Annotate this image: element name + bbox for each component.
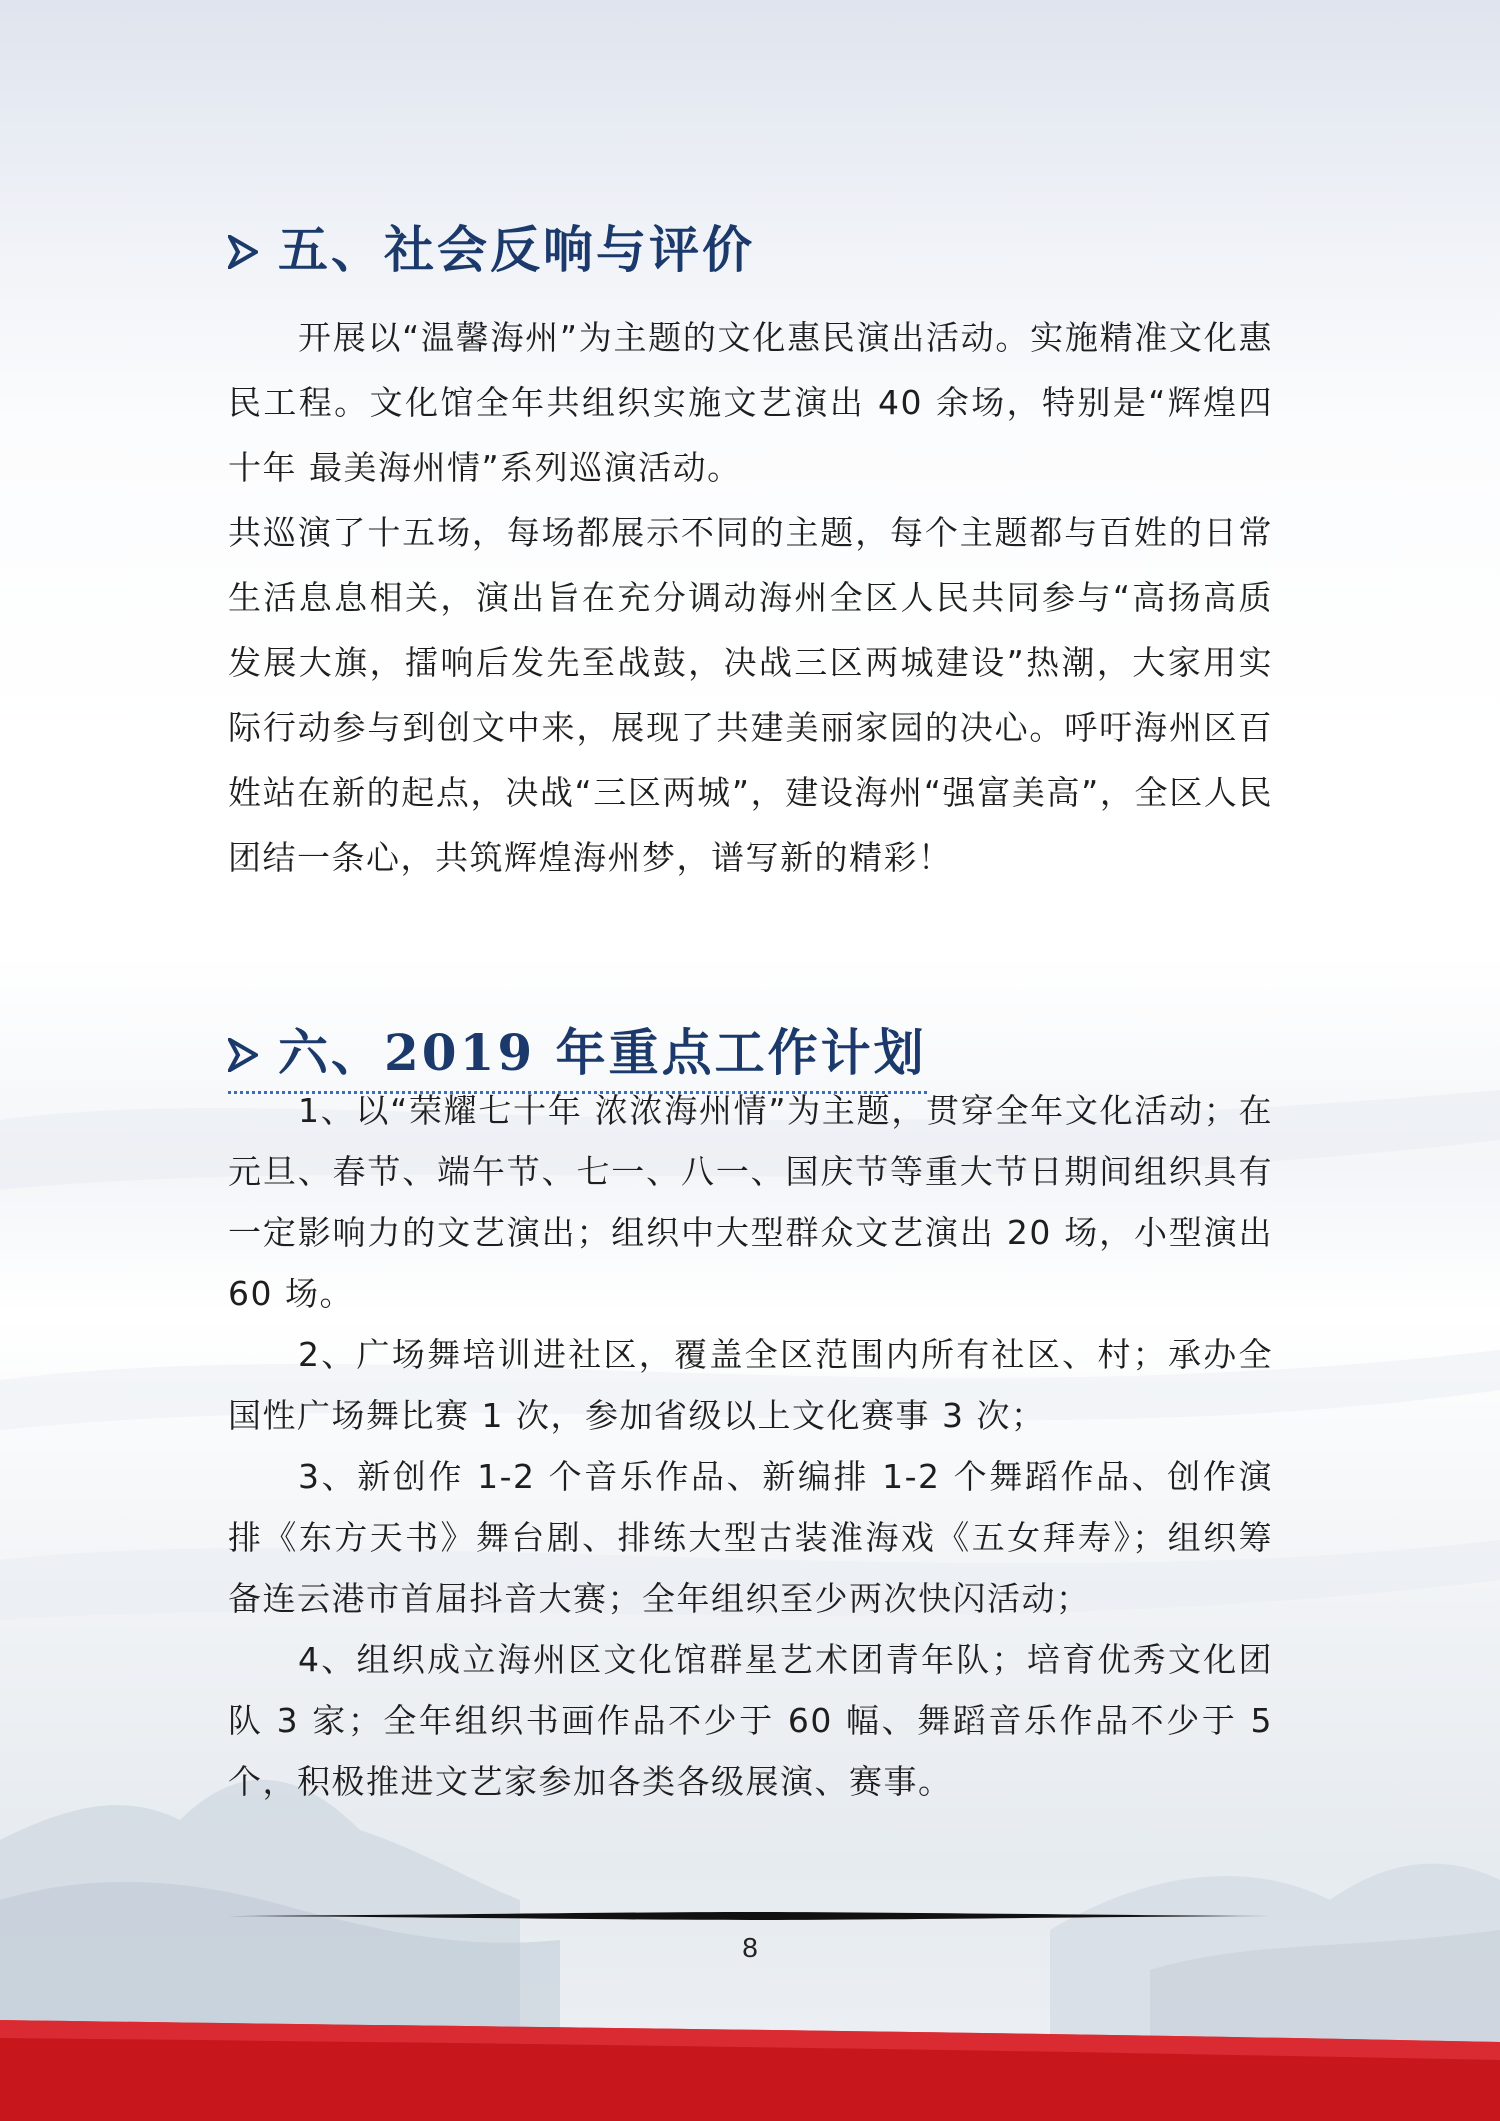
section-5-heading: [228, 210, 755, 282]
section-5-title: 五、社会反响与评价: [278, 220, 755, 279]
section-5-paragraph-1: 开展以“温馨海州”为主题的文化惠民演出活动。实施精准文化惠民工程。文化馆全年共组织实施文艺演出 40 余场，特别是“辉煌四十年 最美海州情”系列巡演活动。: [228, 318, 1273, 487]
plan-item-4: 4、组织成立海州区文化馆群星艺术团青年队；培育优秀文化团队 3 家；全年组织书画作品不少于 60 幅、舞蹈音乐作品不少于 5 个，积极推进文艺家参加各类各级展演、赛事。: [228, 1640, 1273, 1801]
section-5-paragraph-2: 共巡演了十五场，每场都展示不同的主题，每个主题都与百姓的日常生活息息相关，演出旨在充分调动海州全区人民共同参与“高扬高质发展大旗，擂响后发先至战鼓，决战三区两城建设”热潮，大家用实际行动参与到创文中来，展现了共建美丽家园的决心。呼吁海州区百姓站在新的起点，决战“三区两城”，建设海州“强富美高”，全区人民团结一条心，共筑辉煌海州梦，谱写新的精彩！: [228, 513, 1273, 877]
plan-item-3: 3、新创作 1-2 个音乐作品、新编排 1-2 个舞蹈作品、创作演排《东方天书》舞台剧、排练大型古装淮海戏《五女拜寿》；组织筹备连云港市首届抖音大赛；全年组织至少两次快闪活动；: [228, 1457, 1273, 1618]
arrow-bullet-icon: [228, 1038, 258, 1072]
plan-item-2: 2、广场舞培训进社区，覆盖全区范围内所有社区、村；承办全国性广场舞比赛 1 次，参加省级以上文化赛事 3 次；: [228, 1335, 1273, 1435]
page-number: 8: [742, 1932, 758, 1963]
arrow-bullet-icon: [228, 235, 258, 269]
footer-rule: [228, 1912, 1273, 1920]
footer-red-band: [0, 2020, 1500, 2121]
section-6-title: 六、2019 年重点工作计划: [278, 1023, 927, 1082]
plan-item-1: 1、以“荣耀七十年 浓浓海州情”为主题，贯穿全年文化活动；在元旦、春节、端午节、七一、八一、国庆节等重大节日期间组织具有一定影响力的文艺演出；组织中大型群众文艺演出 20 场，小型演出 60 场。: [228, 1091, 1273, 1313]
